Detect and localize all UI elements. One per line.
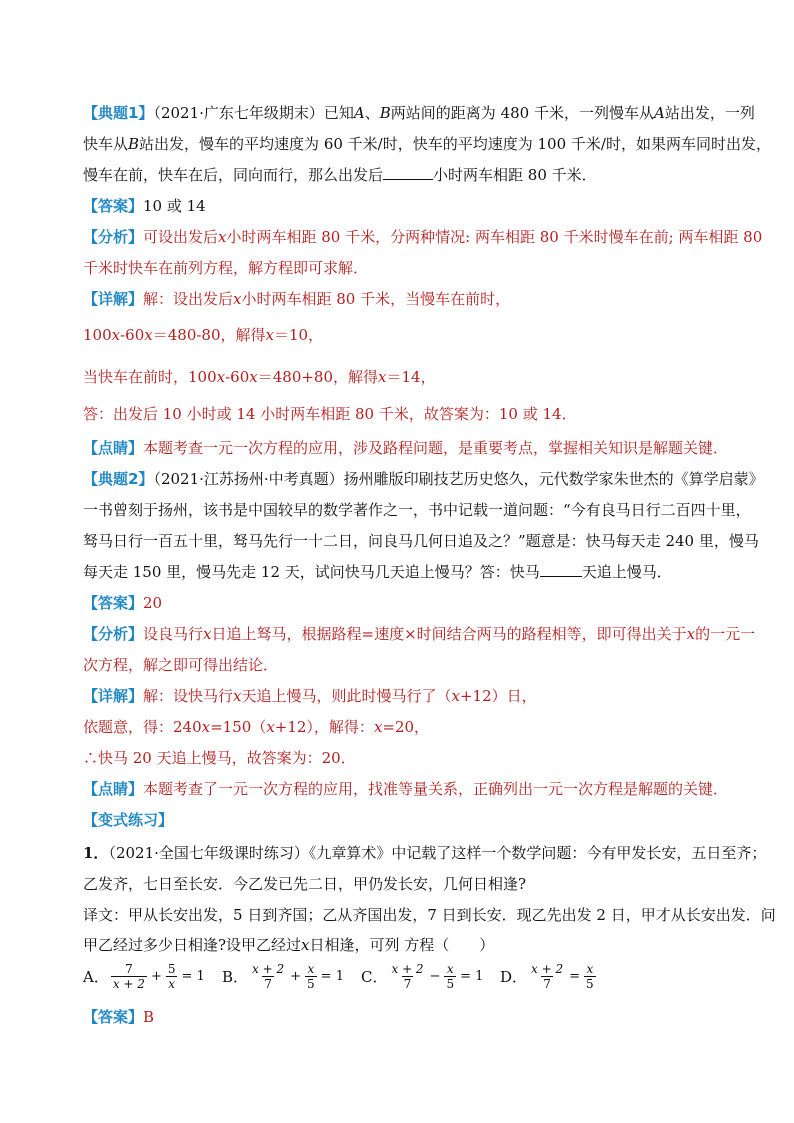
option-b[interactable] — [222, 962, 346, 991]
text: -60 — [225, 368, 250, 386]
var: x — [201, 718, 211, 736]
example2-answer — [83, 593, 162, 613]
example1-detail-line2 — [83, 325, 323, 345]
text: 解：设快马行 — [143, 687, 234, 705]
question1-line3: 译文：甲从长安出发，5 日到齐国；乙从齐国出发，7 日到长安．现乙先出发 2 日，甲才从长安出发．问 — [83, 906, 776, 924]
option-label: A． — [83, 968, 109, 986]
var: x — [301, 936, 310, 954]
var: x — [218, 228, 227, 246]
question-number: 1． — [83, 844, 109, 862]
text: -60 — [120, 326, 145, 344]
practice-tag: 【变式练习】 — [83, 811, 174, 829]
example1-detail-line4: 答：出发后 10 小时或 14 小时两车相距 80 千米，故答案为：10 或 14． — [83, 405, 577, 423]
text: 站出发，慢车的平均速度为 60 千米/时，快车的平均速度为 100 千米/时，如果两车同时出发， — [139, 135, 771, 153]
fraction — [166, 962, 178, 991]
text: +12）日， — [459, 687, 537, 705]
numerator: x + 2 — [252, 962, 285, 976]
text: 可设出发后 — [143, 228, 219, 246]
text: =150（ — [210, 718, 267, 736]
text: 依题意，得：240 — [83, 718, 202, 736]
example1-analysis-line1 — [83, 227, 762, 247]
example1-line1 — [83, 103, 755, 123]
option-d[interactable] — [500, 962, 598, 991]
example1-answer — [83, 196, 206, 216]
option-label: B． — [222, 968, 249, 986]
example1-detail-line1 — [83, 289, 510, 309]
operator: + — [150, 969, 162, 984]
text: 天追上慢马，则此时慢马行了（ — [241, 687, 452, 705]
numerator: x — [307, 962, 315, 976]
var: x — [378, 368, 387, 386]
text: 日相逢，可列 方程（ ） — [309, 936, 495, 954]
numerator: x + 2 — [391, 962, 424, 976]
detail-tag: 【详解】 — [83, 290, 144, 308]
fraction — [250, 962, 286, 991]
example2-line3: 驽马日行一百五十里，驽马先行一十二日，问良马几何日追及之？”题意是：快马每天走 240 里，慢马 — [83, 532, 759, 550]
operator: + — [290, 969, 302, 984]
text: 扬州雕版印刷技艺历史悠久，元代数学家朱世杰的《算学启蒙》 — [343, 470, 764, 488]
example2-analysis-line1 — [83, 624, 755, 644]
rhs: = 1 — [181, 969, 205, 984]
text: 站出发，一列 — [664, 104, 755, 122]
comment-tag: 【点睛】 — [83, 780, 144, 798]
rhs: = 1 — [320, 969, 344, 984]
denominator: 5 — [307, 977, 315, 991]
example2-source: （2021·江苏扬州·中考真题） — [153, 470, 344, 488]
denominator: x — [168, 977, 176, 991]
question1-answer — [83, 1007, 154, 1027]
example2-detail-line2 — [83, 717, 429, 737]
example2-analysis-line2: 次方程，解之即可得出结论． — [83, 656, 279, 674]
operator: = — [569, 969, 581, 984]
text: 《九章算术》中记载了这样一个数学问题：今有甲发长安，五日至齐； — [308, 844, 767, 862]
var: B — [128, 135, 140, 153]
numerator: 7 — [125, 962, 133, 976]
example1-comment — [83, 438, 728, 458]
var: x — [265, 326, 274, 344]
text: 甲乙经过多少日相逢?设甲乙经过 — [83, 936, 302, 954]
option-c[interactable] — [361, 962, 485, 991]
text: ＝480-80，解得 — [152, 326, 266, 344]
text: 小时两车相距 80 千米． — [433, 166, 597, 184]
fraction — [444, 962, 456, 991]
text: =20， — [382, 718, 430, 736]
text: 每天走 150 里，慢马先走 12 天，试问快马几天追上慢马？答：快马 — [83, 563, 540, 581]
text: 小时两车相距 80 千米，分两种情况: 两车相距 80 千米时慢车在前; 两车相距 80 — [226, 228, 763, 246]
fraction — [529, 962, 565, 991]
analysis-tag: 【分析】 — [83, 625, 144, 643]
example2-detail-line1 — [83, 686, 537, 706]
text: 两站间的距离为 480 千米，一列慢车从 — [390, 104, 654, 122]
var: x — [266, 718, 275, 736]
example2-line4 — [83, 562, 672, 582]
example1-line2 — [83, 134, 771, 154]
var: x — [144, 326, 153, 344]
text: 小时两车相距 80 千米，当慢车在前时， — [241, 290, 511, 308]
denominator: x + 2 — [112, 977, 145, 991]
text: 已知 — [323, 104, 354, 122]
denominator: 7 — [403, 977, 412, 991]
fraction — [584, 962, 596, 991]
var: x — [203, 625, 212, 643]
denominator: 5 — [586, 977, 594, 991]
answer-text: B — [143, 1008, 155, 1026]
example2-comment — [83, 779, 728, 799]
denominator: 7 — [264, 977, 272, 991]
example1-source: （2021·广东七年级期末） — [153, 104, 324, 122]
example1-analysis-line2: 千米时快车在前列方程，解方程即可求解． — [83, 259, 369, 277]
numerator: 5 — [167, 962, 176, 976]
option-label: C． — [361, 968, 388, 986]
rhs: = 1 — [460, 969, 484, 984]
question-source: （2021·全国七年级课时练习） — [108, 844, 309, 862]
text: ＝10， — [274, 326, 324, 344]
denominator: 7 — [543, 977, 551, 991]
answer-tag: 【答案】 — [83, 594, 144, 612]
text: 的一元一 — [695, 625, 756, 643]
text: 天追上慢马． — [581, 563, 672, 581]
example2-line1 — [83, 469, 764, 489]
var: A — [653, 104, 665, 122]
var: A — [353, 104, 365, 122]
answer-tag: 【答案】 — [83, 197, 144, 215]
question1-line1 — [83, 843, 766, 863]
text: 、 — [364, 104, 380, 122]
text: 快车从 — [83, 135, 129, 153]
practice-header — [83, 810, 173, 830]
comment-tag: 【点睛】 — [83, 439, 144, 457]
detail-tag: 【详解】 — [83, 687, 144, 705]
var: x — [233, 290, 242, 308]
option-label: D． — [500, 968, 528, 986]
question1-line4 — [83, 935, 494, 955]
numerator: x + 2 — [531, 962, 564, 976]
text: ＝480+80，解得 — [257, 368, 379, 386]
text: 设良马行 — [143, 625, 204, 643]
example2-detail-line3: ∴快马 20 天追上慢马，故答案为：20． — [83, 749, 356, 767]
example1-line3 — [83, 165, 597, 185]
text: 100 — [83, 326, 112, 344]
text: 本题考查一元一次方程的应用，涉及路程问题，是重要考点，掌握相关知识是解题关键． — [143, 439, 729, 457]
fraction — [305, 962, 317, 991]
example1-detail-line3 — [83, 367, 436, 387]
text: 解：设出发后 — [143, 290, 234, 308]
text: +12），解得： — [274, 718, 374, 736]
example2-line2: 一书曾刻于扬州，该书是中国较早的数学著作之一，书中记载一道问题：“今有良马日行二百四十里， — [83, 501, 751, 519]
analysis-tag: 【分析】 — [83, 228, 144, 246]
text: 本题考查了一元一次方程的应用，找准等量关系，正确列出一元一次方程是解题的关键． — [143, 780, 729, 798]
answer-blank[interactable] — [540, 562, 582, 577]
text: 日追上驽马，根据路程=速度×时间结合两马的路程相等，即可得出关于 — [211, 625, 687, 643]
fraction — [111, 962, 147, 991]
text: 慢车在前，快车在后，同向而行，那么出发后 — [83, 166, 384, 184]
var: x — [249, 368, 258, 386]
text: 当快车在前时，100 — [83, 368, 217, 386]
fraction — [389, 962, 425, 991]
var: x — [451, 687, 460, 705]
example1-tag: 【典题1】 — [83, 104, 154, 122]
numerator: x — [586, 962, 594, 976]
var: x — [233, 687, 242, 705]
example2-tag: 【典题2】 — [83, 470, 154, 488]
answer-blank[interactable] — [383, 165, 433, 180]
option-a[interactable] — [83, 962, 207, 991]
denominator: 5 — [446, 977, 455, 991]
var: x — [686, 625, 696, 643]
text: ＝14， — [386, 368, 436, 386]
question1-line2: 乙发齐，七日至长安．今乙发已先二日，甲仍发长安，几何日相逢? — [83, 875, 527, 893]
var: x — [216, 368, 226, 386]
operator: − — [429, 969, 441, 984]
answer-text: 20 — [143, 594, 163, 612]
answer-text: 10 或 14 — [143, 197, 206, 215]
var: x — [111, 326, 121, 344]
answer-tag: 【答案】 — [83, 1008, 144, 1026]
var: x — [373, 718, 383, 736]
var: B — [379, 104, 391, 122]
numerator: x — [446, 962, 454, 976]
